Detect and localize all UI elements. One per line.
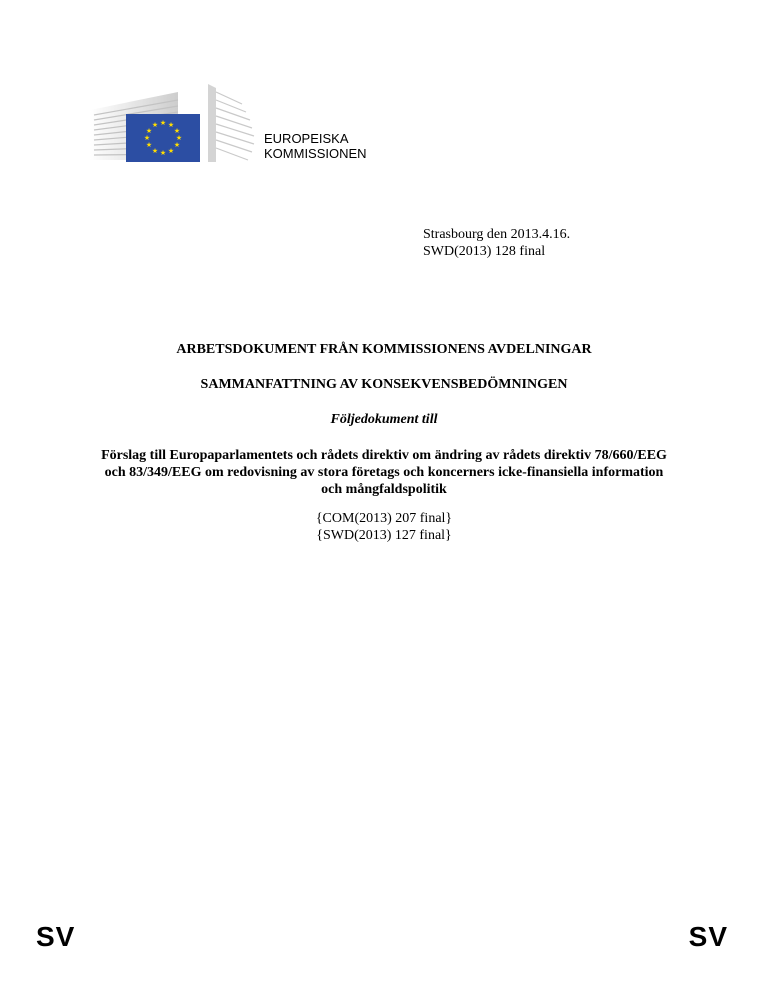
svg-text:★: ★ <box>151 147 159 155</box>
svg-text:★: ★ <box>159 149 167 157</box>
place-date: Strasbourg den 2013.4.16. <box>423 227 571 242</box>
svg-text:★: ★ <box>143 134 151 142</box>
summary-heading: SAMMANFATTNING AV KONSEKVENSBEDÖMNINGEN <box>200 377 568 392</box>
svg-text:★: ★ <box>167 147 175 155</box>
org-line-2: KOMMISSIONEN <box>264 146 367 161</box>
document-reference <box>423 226 570 260</box>
org-line-1: EUROPEISKA <box>264 131 349 146</box>
document-number: SWD(2013) 128 final <box>423 244 546 259</box>
svg-text:★: ★ <box>145 127 153 135</box>
language-code-right: SV <box>688 921 728 952</box>
svg-text:★: ★ <box>175 134 183 142</box>
svg-text:★: ★ <box>145 141 153 149</box>
svg-text:★: ★ <box>159 119 167 127</box>
related-doc-com: {COM(2013) 207 final} <box>315 511 453 526</box>
svg-text:★: ★ <box>173 141 181 149</box>
organisation-name <box>264 131 367 161</box>
svg-text:★: ★ <box>167 121 175 129</box>
language-code-left: SV <box>36 921 76 952</box>
related-doc-swd: {SWD(2013) 127 final} <box>316 528 452 543</box>
svg-text:★: ★ <box>173 127 181 135</box>
svg-text:★: ★ <box>151 121 159 129</box>
related-documents <box>0 510 768 544</box>
eu-commission-logo <box>90 82 270 168</box>
accompanying-label: Följedokument till <box>330 412 438 427</box>
building-flag-logo-icon <box>90 82 270 168</box>
document-type-heading: ARBETSDOKUMENT FRÅN KOMMISSIONENS AVDELNINGAR <box>176 342 592 357</box>
proposal-title: Förslag till Europaparlamentets och rådets direktiv om ändring av rådets direktiv 78/660/EEG och 83/349/EEG om redovisning av stora företags och koncerners icke-finansiella information och mångfaldspolitik <box>101 448 667 497</box>
